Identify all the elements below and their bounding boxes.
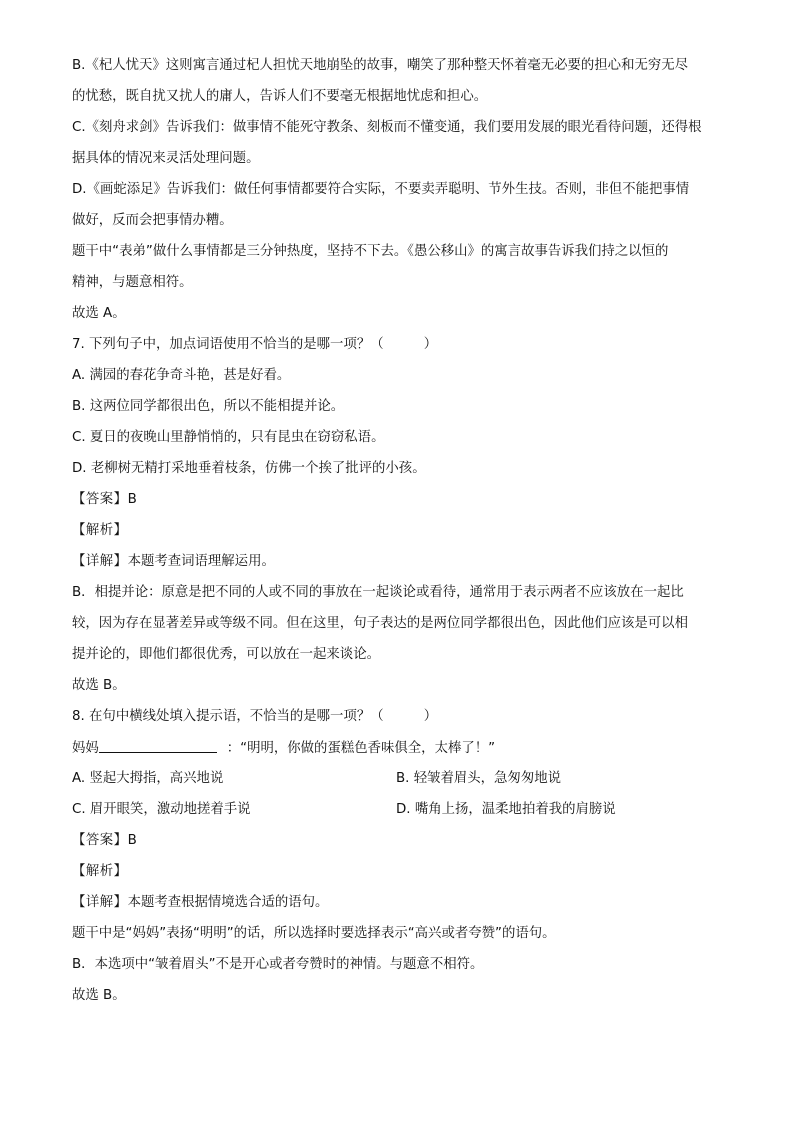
q7-explanation: B．相提并论：原意是把不同的人或不同的事放在一起谈论或看待，通常用于表示两者不应该放在一起比 bbox=[72, 585, 684, 600]
answer-value: B bbox=[127, 492, 137, 507]
q8-option-b: B. 轻皱着眉头，急匆匆地说 bbox=[396, 771, 561, 786]
q8-option-c: C. 眉开眼笑，激动地搓着手说 bbox=[72, 802, 251, 817]
question-8: 8. 在句中横线处填入提示语，不恰当的是哪一项？（ ） bbox=[72, 709, 438, 724]
q8-detail bbox=[72, 893, 724, 913]
conclusion-q6: 故选 A。 bbox=[72, 306, 126, 321]
text-line: 的忧愁，既自扰又扰人的庸人，告诉人们不要毫无根据地忧虑和担心。 bbox=[72, 89, 488, 104]
q8-explanation: 题干中是“妈妈”表扬“明明”的话，所以选择时要选择表示“高兴或者夸赞”的语句。 bbox=[72, 926, 556, 941]
q8-conclusion: 故选 B。 bbox=[72, 988, 126, 1003]
detail-label: 【详解】 bbox=[72, 554, 128, 569]
detail-label: 【详解】 bbox=[72, 895, 128, 910]
detail-text: 本题考查根据情境选合适的语句。 bbox=[127, 895, 329, 910]
q7-option-d: D. 老柳树无精打采地垂着枝条，仿佛一个挨了批评的小孩。 bbox=[72, 461, 426, 476]
q7-option-a: A. 满园的春花争奇斗艳，甚是好看。 bbox=[72, 368, 291, 383]
q8-explanation: B．本选项中“皱着眉头”不是开心或者夸赞时的神情。与题意不相符。 bbox=[72, 957, 484, 972]
document-page bbox=[72, 56, 724, 1017]
detail-text: 本题考查词语理解运用。 bbox=[127, 554, 275, 569]
fill-blank bbox=[99, 738, 217, 753]
q7-explanation: 较，因为存在显著差异或等级不同。但在这里，句子表达的是两位同学都很出色，因此他们应该是可以相 bbox=[72, 616, 688, 631]
q7-conclusion: 故选 B。 bbox=[72, 678, 126, 693]
answer-label: 【答案】 bbox=[72, 833, 128, 848]
q7-option-b: B. 这两位同学都很出色，所以不能相提并论。 bbox=[72, 399, 345, 414]
q8-options-row-2 bbox=[72, 800, 724, 820]
q8-option-a: A. 竖起大拇指，高兴地说 bbox=[72, 771, 224, 786]
q7-option-c: C. 夏日的夜晚山里静悄悄的，只有昆虫在窃窃私语。 bbox=[72, 430, 385, 445]
q8-option-d: D. 嘴角上扬，温柔地拍着我的肩膀说 bbox=[396, 802, 616, 817]
q7-explanation: 提并论的，即他们都很优秀，可以放在一起来谈论。 bbox=[72, 647, 380, 662]
text-line: D.《画蛇添足》告诉我们：做任何事情都要符合实际，不要卖弄聪明、节外生技。否则，非但不能把事情 bbox=[72, 182, 690, 197]
text-line: C.《刻舟求剑》告诉我们：做事情不能死守教条、刻板而不懂变通，我们要用发展的眼光看待问题，还得根 bbox=[72, 120, 702, 135]
q8-options-row-1 bbox=[72, 769, 724, 789]
q8-stem: 妈妈 ：“明明，你做的蛋糕色香味俱全，太棒了！” bbox=[72, 738, 724, 758]
answer-value: B bbox=[127, 833, 137, 848]
text-line: 题干中“表弟”做什么事情都是三分钟热度，坚持不下去。《愚公移山》的寓言故事告诉我们持之以恒的 bbox=[72, 244, 669, 259]
text-line: 做好，反而会把事情办糟。 bbox=[72, 213, 233, 228]
text-line: B.《杞人忧天》这则寓言通过杞人担忧天地崩坠的故事，嘲笑了那种整天怀着毫无必要的担心和无穷无尽 bbox=[72, 58, 689, 73]
answer-label: 【答案】 bbox=[72, 492, 128, 507]
q8-answer bbox=[72, 831, 724, 851]
q7-analysis-label: 【解析】 bbox=[72, 523, 128, 538]
q7-detail bbox=[72, 552, 724, 572]
q7-answer bbox=[72, 490, 724, 510]
question-7: 7. 下列句子中，加点词语使用不恰当的是哪一项？（ ） bbox=[72, 337, 438, 352]
text-line: 据具体的情况来灵活处理问题。 bbox=[72, 151, 260, 166]
text-line: 精神，与题意相符。 bbox=[72, 275, 193, 290]
q8-analysis-label: 【解析】 bbox=[72, 864, 128, 879]
